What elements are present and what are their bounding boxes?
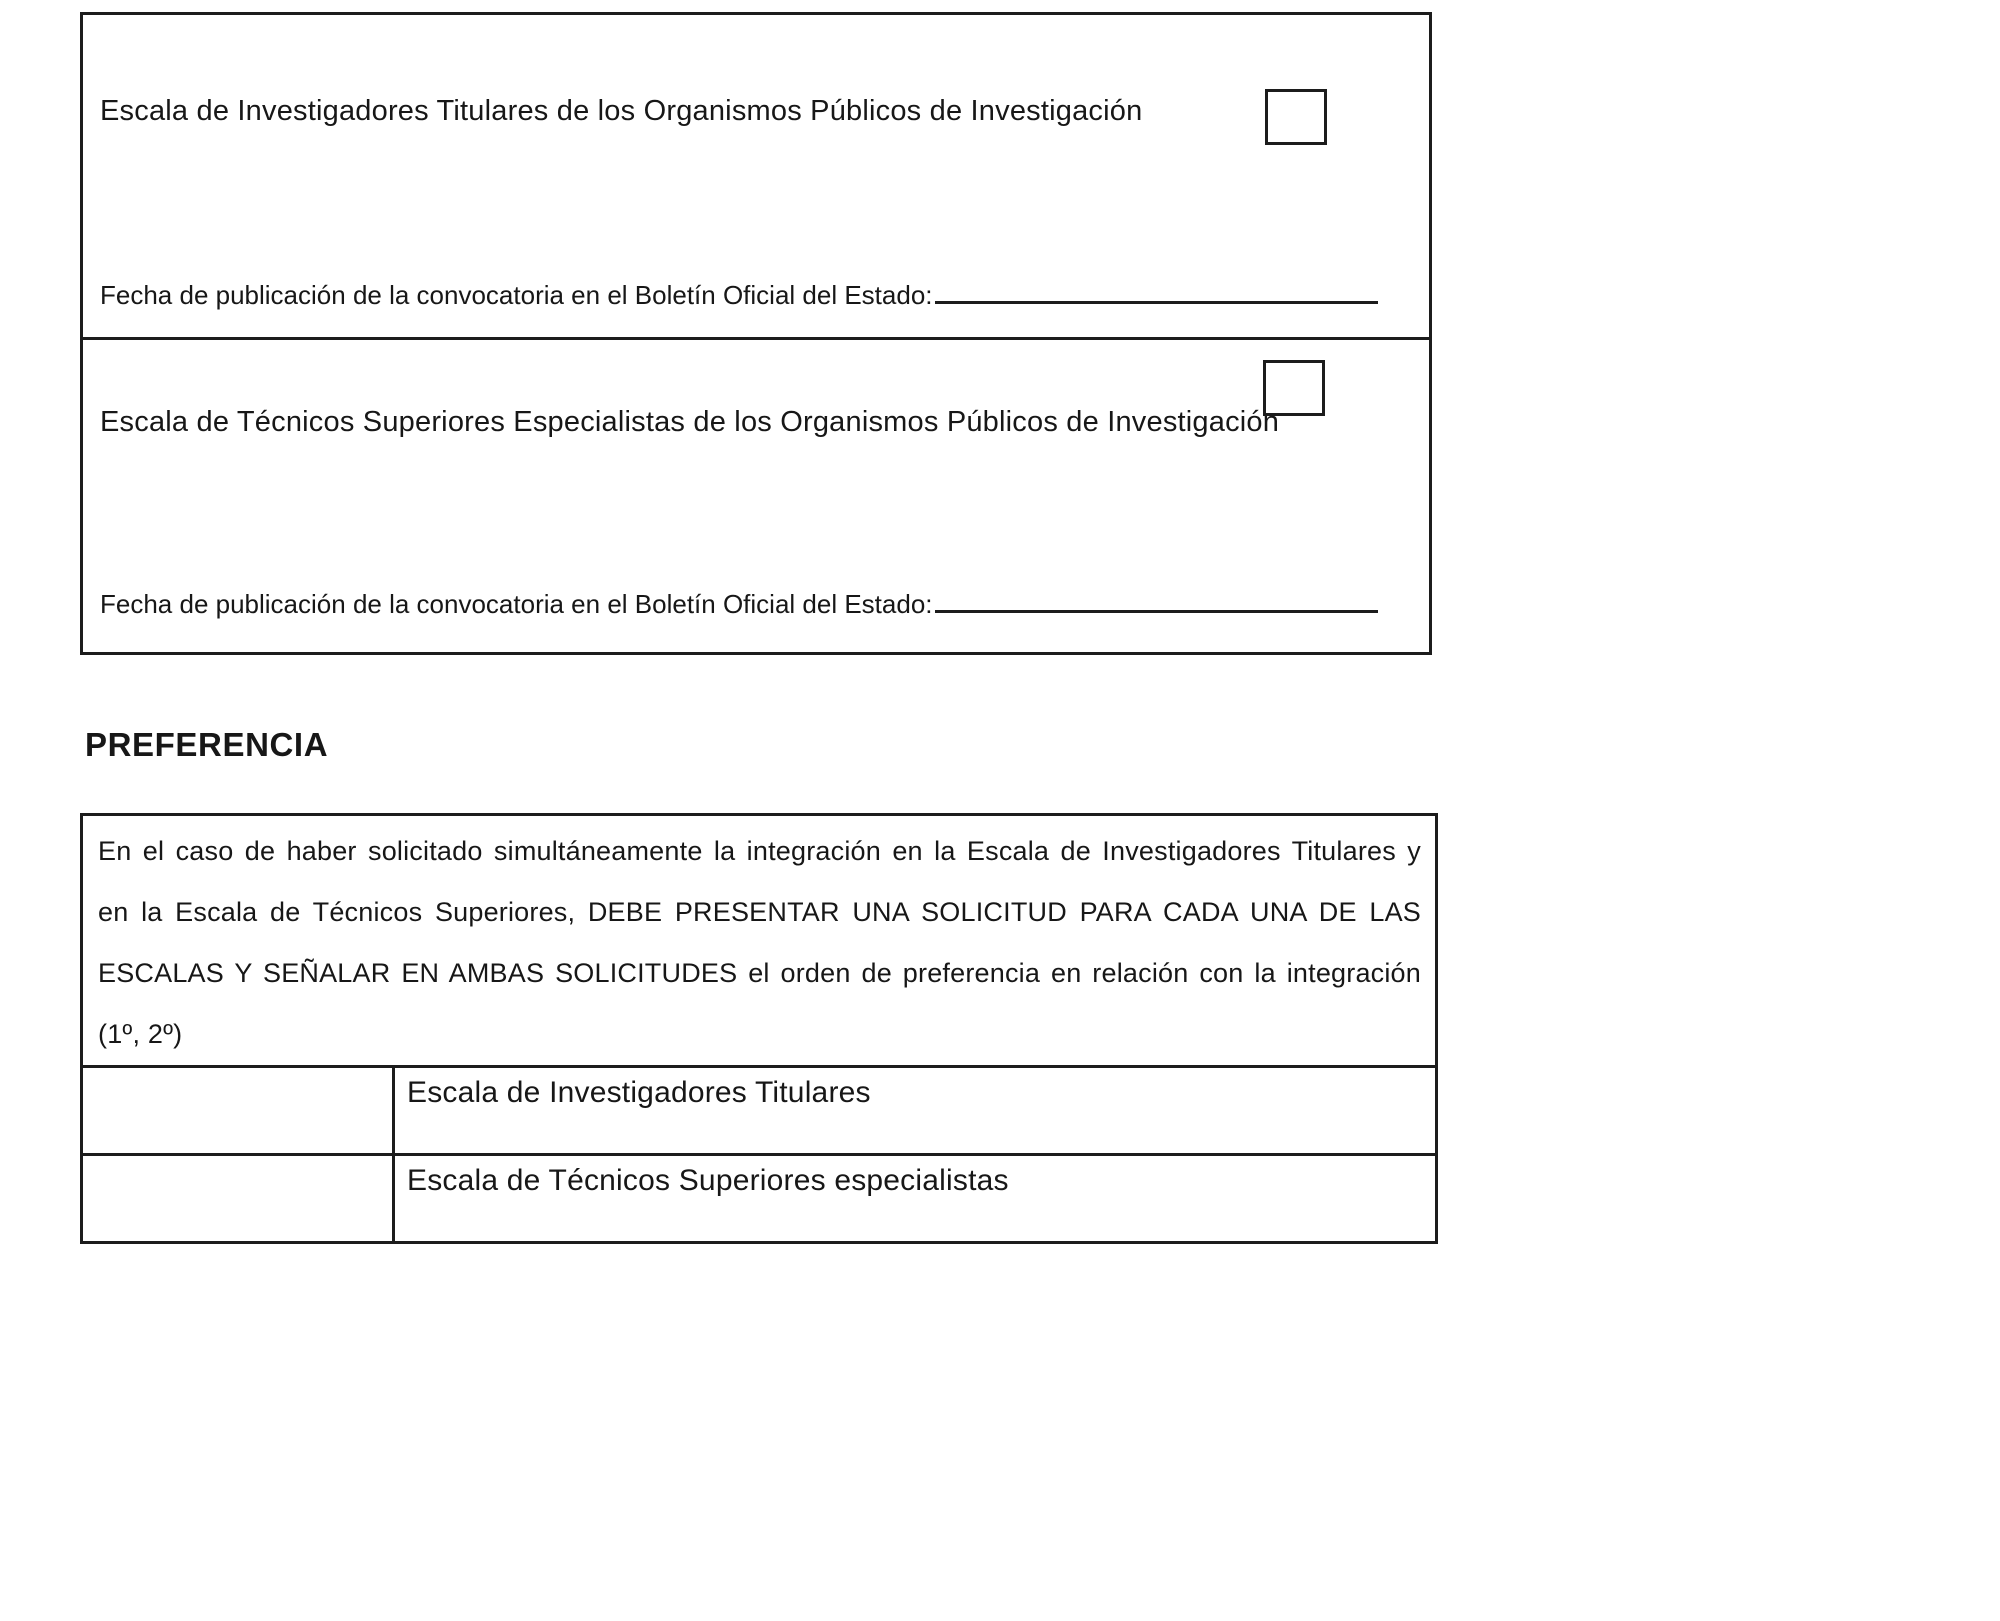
preferencia-section	[80, 813, 1438, 1244]
instructions-line: En el caso de haber solicitado simultáneamente la integración en la Escala de Investigadores Titulares y	[98, 836, 1421, 866]
preferencia-heading: PREFERENCIA	[85, 726, 329, 763]
fecha-publicacion-field[interactable]	[935, 281, 1378, 304]
preferencia-instructions	[83, 816, 1435, 1065]
escala-tecnicos-label: Escala de Técnicos Superiores Especialistas de los Organismos Públicos de Investigación	[100, 406, 1280, 438]
preferencia-row-tecnicos	[83, 1153, 1435, 1241]
instructions-line: en la Escala de Técnicos Superiores, DEBE PRESENTAR UNA SOLICITUD PARA CADA UNA DE LAS	[98, 897, 1421, 927]
preference-option-label-tecnicos: Escala de Técnicos Superiores especialistas	[407, 1164, 1009, 1197]
preference-order-cell-tecnicos[interactable]	[83, 1156, 395, 1241]
fecha-publicacion-row	[100, 589, 1378, 620]
fecha-publicacion-field[interactable]	[935, 590, 1378, 613]
fecha-publicacion-label: Fecha de publicación de la convocatoria en el Boletín Oficial del Estado:	[100, 589, 933, 619]
preference-order-cell-investigadores[interactable]	[83, 1068, 395, 1153]
fecha-publicacion-label: Fecha de publicación de la convocatoria en el Boletín Oficial del Estado:	[100, 280, 933, 310]
preferencia-row-investigadores	[83, 1068, 1435, 1153]
escala-row-tecnicos	[83, 340, 1429, 652]
escala-row-investigadores	[83, 15, 1429, 340]
fecha-publicacion-row	[100, 280, 1378, 311]
escala-investigadores-checkbox[interactable]	[1265, 89, 1327, 145]
preference-option-label-investigadores: Escala de Investigadores Titulares	[407, 1076, 871, 1109]
instructions-line: ESCALAS Y SEÑALAR EN AMBAS SOLICITUDES el orden de preferencia en relación con la integración	[98, 958, 1421, 988]
instructions-line: (1º, 2º)	[98, 1019, 183, 1049]
escalas-section	[80, 12, 1432, 655]
escala-investigadores-label: Escala de Investigadores Titulares de los Organismos Públicos de Investigación	[100, 95, 1143, 127]
preferencia-table	[83, 1065, 1435, 1241]
